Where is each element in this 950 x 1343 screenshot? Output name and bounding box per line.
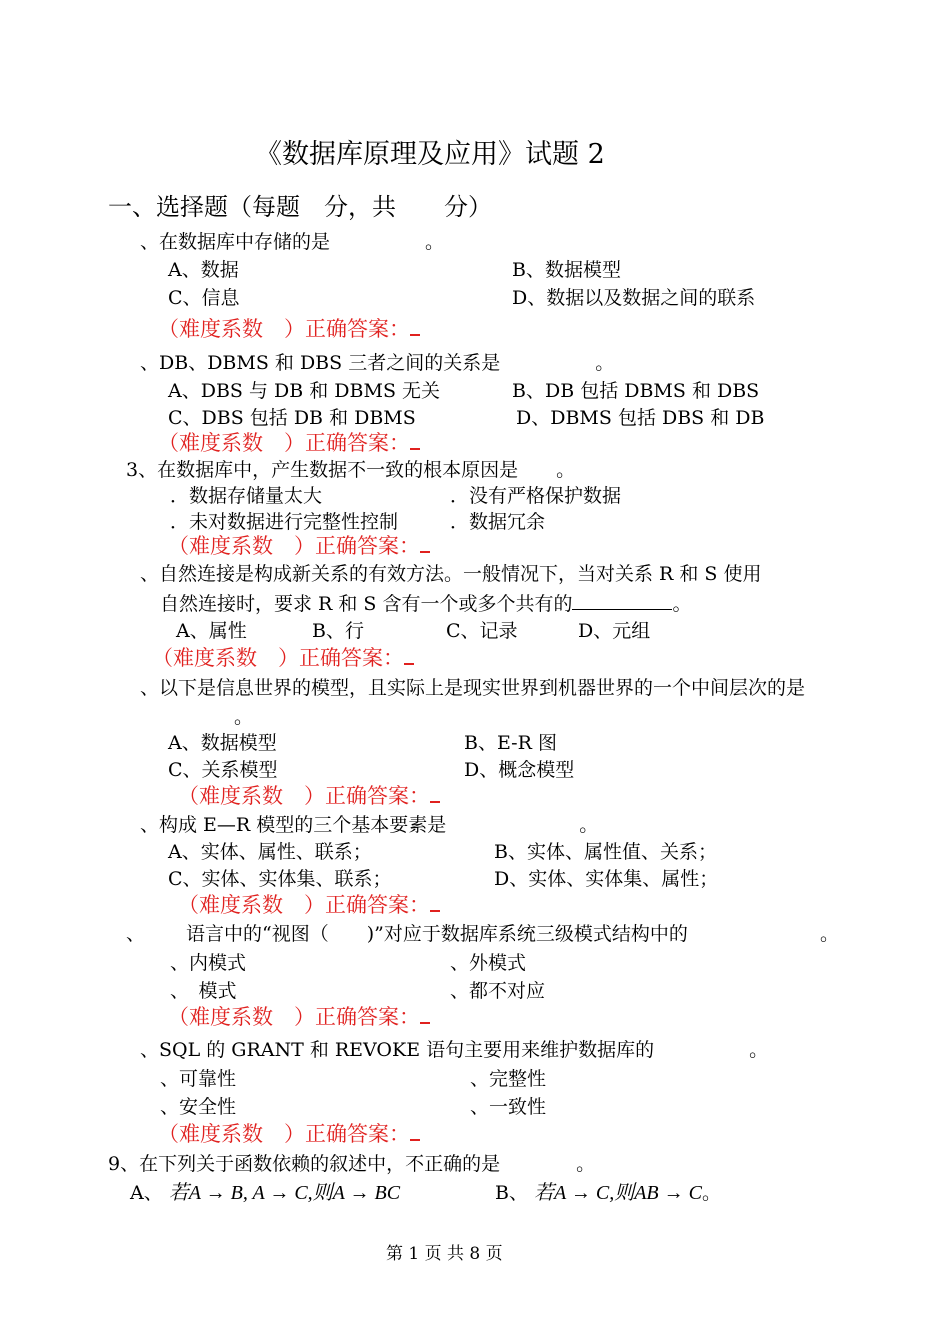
answer-blank [410,1121,420,1141]
option-c: ．未对数据进行完整性控制 [170,511,399,533]
question-stem: 语言中的“视图（ )”对应于数据库系统三级模式结构中的 [186,923,688,945]
difficulty-label: （难度系数 ）正确答案： [168,534,420,558]
option-c: C、DBS 包括 DB 和 DBMS [168,407,416,429]
option-a: A、实体、属性、联系； [168,841,372,863]
option-d: 、都不对应 [450,980,546,1002]
answer-blank [410,316,420,336]
option-a: 、可靠性 [160,1068,237,1090]
question-stem-line-2: 。 [234,706,254,728]
question-stem: 、构成 E—R 模型的三个基本要素是 。 [140,814,599,836]
question-stem: 、SQL 的 GRANT 和 REVOKE 语句主要用来维护数据库的 。 [140,1039,769,1061]
difficulty-label: （难度系数 ）正确答案： [168,1005,420,1029]
option-d: D、元组 [578,620,651,642]
difficulty-answer-line [158,430,420,456]
answer-blank [410,430,420,450]
option-b: B、DB 包括 DBMS 和 DBS [512,380,760,402]
option-b: B、实体、属性值、关系； [494,841,717,863]
difficulty-answer-line [178,892,440,918]
option-d: 、一致性 [470,1096,547,1118]
option-b: B、E-R 图 [464,732,557,754]
page-footer: 第 1 页 共 8 页 [386,1244,503,1264]
option-a: 、内模式 [170,952,247,974]
difficulty-label: （难度系数 ）正确答案： [158,1122,410,1146]
difficulty-answer-line [158,1121,420,1147]
difficulty-label: （难度系数 ）正确答案： [158,317,410,341]
option-a: ．数据存储量太大 [170,485,323,507]
answer-blank [430,783,440,803]
difficulty-answer-line [158,316,420,342]
question-stem-line-1: 、自然连接是构成新关系的有效方法。一般情况下，当对关系 R 和 S 使用 [140,563,762,585]
difficulty-label: （难度系数 ）正确答案： [158,431,410,455]
answer-blank [420,1004,430,1024]
question-stem-line-1: 、以下是信息世界的模型，且实际上是现实世界到机器世界的一个中间层次的是 [140,677,806,699]
difficulty-label: （难度系数 ）正确答案： [152,646,404,670]
page-title: 《数据库原理及应用》试题 2 [255,139,605,170]
option-a: A、数据 [168,259,239,281]
option-b: 、完整性 [470,1068,547,1090]
option-b: B、数据模型 [512,259,621,281]
answer-blank [404,645,414,665]
question-stem-line-2 [160,591,692,616]
stem-end: 。 [672,593,692,615]
formula: 若A → B, A → C,则A → BC [168,1182,401,1204]
formula: 若A → C,则AB → C [534,1182,702,1204]
difficulty-label: （难度系数 ）正确答案： [178,893,430,917]
formula-end: 。 [701,1182,721,1204]
option-a: A、数据模型 [168,732,277,754]
option-c: C、实体、实体集、联系； [168,868,392,890]
difficulty-answer-line [178,783,440,809]
question-stem: 、在数据库中存储的是 。 [140,231,445,253]
option-d: ．数据冗余 [450,511,546,533]
question-stem: 、DB、DBMS 和 DBS 三者之间的关系是 。 [140,352,615,374]
option-c: 、安全性 [160,1096,237,1118]
option-a [130,1181,400,1205]
answer-blank [430,892,440,912]
option-c: C、记录 [446,620,518,642]
difficulty-answer-line [168,533,430,559]
difficulty-answer-line [152,645,414,671]
question-stem: 9、在下列关于函数依赖的叙述中，不正确的是 。 [108,1153,596,1175]
option-c: C、信息 [168,287,240,309]
option-c: 、 模式 [170,980,237,1002]
question-prefix: 、 [126,923,146,945]
difficulty-answer-line [168,1004,430,1030]
option-d: D、概念模型 [464,759,575,781]
option-b: ．没有严格保护数据 [450,485,622,507]
option-d: D、DBMS 包括 DBS 和 DB [516,407,765,429]
stem-text: 自然连接时，要求 R 和 S 含有一个或多个共有的 [160,593,573,615]
option-d: D、数据以及数据之间的联系 [512,287,756,309]
option-b [495,1181,721,1205]
answer-blank [420,533,430,553]
option-label: B、 [495,1182,528,1204]
question-stem: 3、在数据库中，产生数据不一致的根本原因是 。 [126,459,576,481]
option-b: B、行 [312,620,364,642]
section-heading: 一、选择题（每题 分，共 分） [108,193,492,221]
option-c: C、关系模型 [168,759,278,781]
question-stem-end: 。 [820,923,840,945]
option-a: A、属性 [176,620,247,642]
option-a: A、DBS 与 DB 和 DBMS 无关 [168,380,440,402]
option-label: A、 [130,1182,163,1204]
difficulty-label: （难度系数 ）正确答案： [178,784,430,808]
fill-blank [572,591,672,610]
option-d: D、实体、实体集、属性； [494,868,719,890]
option-b: 、外模式 [450,952,527,974]
